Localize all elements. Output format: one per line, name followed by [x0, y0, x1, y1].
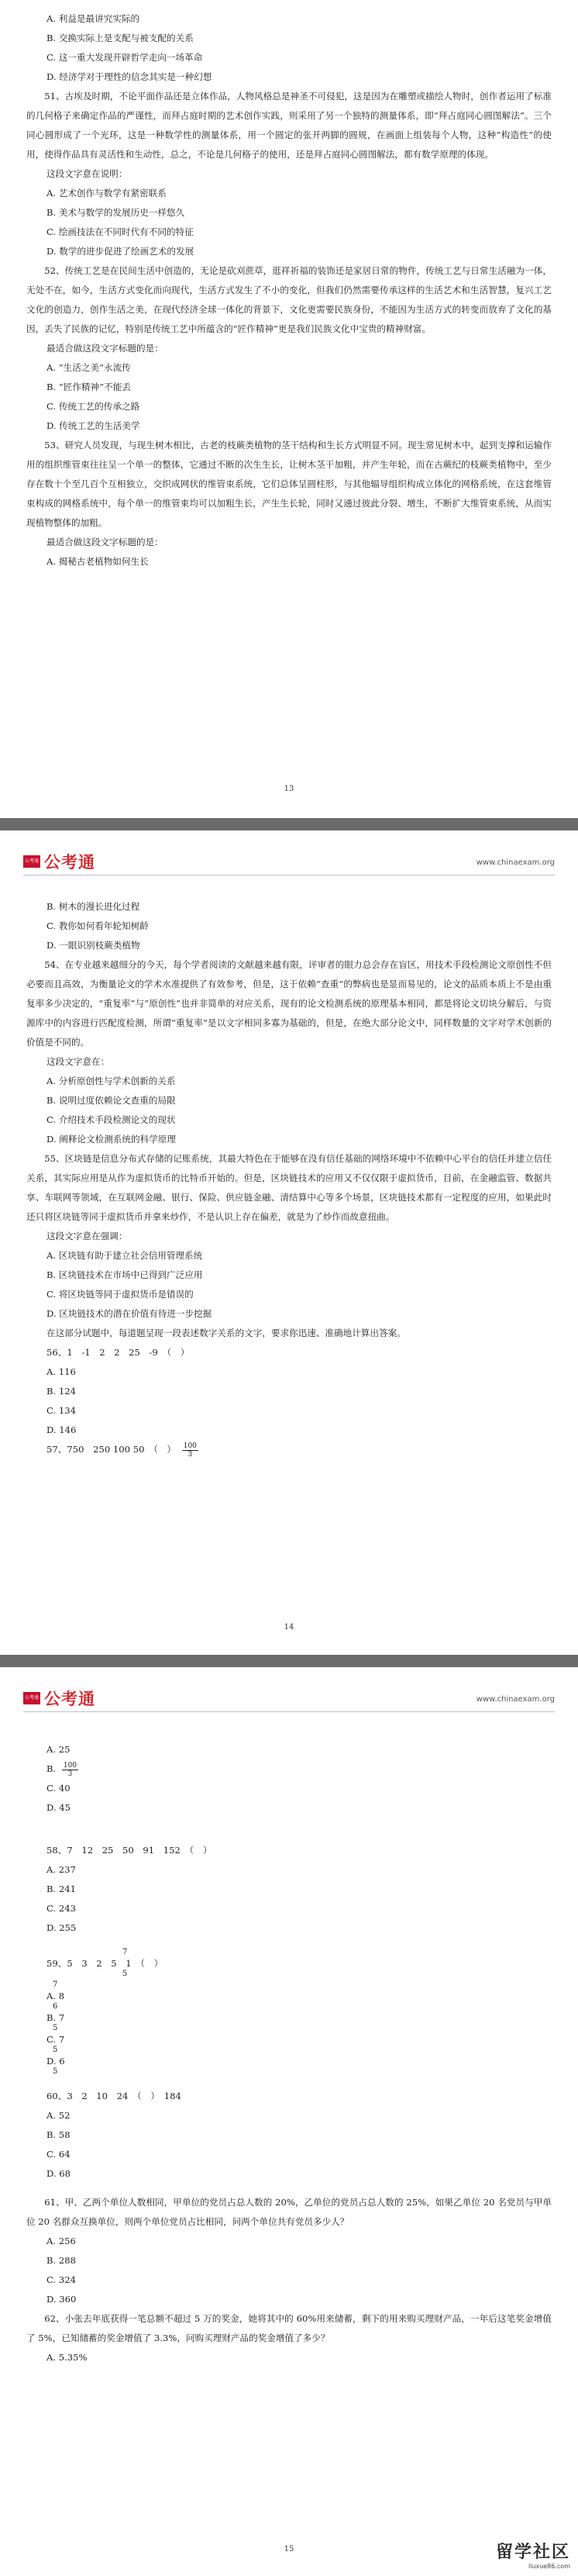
page-13 [0, 0, 578, 818]
question-57: 57、750 250 100 50 （ ） $\frac{100}{3}$ [46, 1442, 197, 1459]
option: D. 一眼识别枝蕨类植物 [46, 940, 140, 951]
option: C. 传统工艺的传承之路 [46, 401, 140, 412]
option: D. 经济学对于理性的信念其实是一种幻想 [46, 71, 212, 82]
option: C. 7 5 [46, 2034, 65, 2054]
header-divider [23, 1711, 555, 1712]
option: B. $\frac{100}{3}$ [46, 1761, 77, 1778]
option: B. 交换实际上是支配与被支配的关系 [46, 33, 194, 43]
question-paragraph: 52、传统工艺是在民间生活中创造的，无论是砍刈蔗草，逛祥祈福的装饰还是家居日常的物件，传统工艺与日常生活融为一体，无处不在，如今，生活方式变化而向现代，生活方式发生了不小的变化，但我们仍然需要传承这样的生活艺术和生活智慧，复兴工艺文化的创造力，创作生活之美，在现代经济全球一体化的背景下，文化更需要民族身份，不能因为生活方式的转变而放弃了文化的基因，丢失了民族的记忆，特别是传统工艺中所蕴含的“匠作精神”更是我们民族文化中宝贵的精神财富。 [26, 265, 552, 334]
question-paragraph: 54、在专业越来越细分的今天，每个学者阅读的文献越来越有限，评审者的眼力总会存在盲区，用技术手段检测论文原创性不但必要而且高效，为衡量论文的学术水准提供了有效参考，但是，这于依赖“查重”的弊病也是显而易见的，论文的品质本质上不是由重复率多少决定的，“重复率”与“原创性”也并非简单的对应关系，现有的论文检测系统的原理基本相同，都是将论文切块分解后，与资源库中的内容进行匹配度检测，所谓“重复率”是以文字相同多寡为基础的，但是，在绝大部分论文中，同样数量的文字对学术创新的价值是不同的。 [26, 959, 552, 1048]
site-url: www.chinaexam.org [476, 1695, 555, 1704]
option: C. 134 [46, 1405, 76, 1416]
option: A. 揭秘古老植物如何生长 [46, 556, 149, 567]
option: B. 区块链技术在市场中已得到广泛应用 [46, 1269, 203, 1280]
option: B. 7 5 [46, 2012, 65, 2032]
page-15 [0, 1667, 578, 2576]
question-59: 7 59、5 3 2 5 1 （ ） 5 [46, 1948, 163, 1978]
question-prompt: 最适合做这段文字标题的是： [46, 537, 163, 547]
fraction: $\frac{100}{3}$ [183, 1442, 197, 1459]
option: A. 艺术创作与数学有紧密联系 [46, 188, 167, 199]
option: B. 58 [46, 2129, 71, 2140]
option: D. 146 [46, 1424, 77, 1435]
page-14 [0, 830, 578, 1655]
question-58: 58、7 12 25 50 91 152 （ ） [46, 1845, 212, 1856]
fraction: $\frac{100}{3}$ [63, 1761, 77, 1778]
question-paragraph: 51、古埃及时期，不论平面作品还是立体作品，人物风格总是神圣不可侵犯，这是因为在雕塑或描绘人物时，创作者运用了标准的几何格子来确定作品的严谨性，而拜占庭时期的艺术创作实践，则采用了另一个独特的测量体系，即“拜占庭同心圆图解法”。三个同心圆形成了一个光环，这是一种数学性的测量体系，用一个圆定的张开两脚的圆规，在画面上组装每个人物，这种“构造性”的使用，使得作品具有灵活性和生动性，总之，不论是几何格子的使用，还是拜占庭同心圆图解法，都有数学原理的体现。 [26, 91, 552, 160]
question-prompt: 最适合做这段文字标题的是： [46, 343, 163, 354]
question-61: 61、甲、乙两个单位人数相同，甲单位的党员占总人数的 20%，乙单位的党员占总人数的 25%，如果乙单位 20 名党员与甲单位 20 名群众互换单位，则两个单位党员占比相同，问两个单位共有党员多少人？ [26, 2197, 552, 2227]
question-paragraph: 53、研究人员发现，与现生树木相比，古老的枝蕨类植物的茎干结构和生长方式明显不同。现生常见树木中，起到支撑和运输作用的组织维管束往往呈一个单一的整体，它通过不断的次生生长，让树木茎干加粗，并产生年轮，而在古蕨纪的枝蕨类植物中，至少存在数十个至几百个互相独立，交织成网状的维管束系统，它们总体呈圆柱形，与其他辐导组织构成立体化的网格系统，在这套维管束构成的网格系统中，每个单一的维管束均可以加粗生长，产生生长轮，同时又通过彼此分裂、增生，不断扩大维管束系统，从而实现植物整体的加粗。 [26, 440, 552, 528]
question-prompt: 这段文字意在强调： [46, 1231, 128, 1241]
page-15-content [26, 1740, 552, 2367]
option: B. “匠作精神”不能丢 [46, 382, 131, 392]
option: A. 分析原创性与学术创新的关系 [46, 1076, 176, 1086]
option: B. 美术与数学的发展历史一样悠久 [46, 207, 185, 218]
option: D. 255 [46, 1922, 77, 1933]
option: B. 288 [46, 2255, 77, 2266]
question-prompt: 56、1 -1 2 2 25 -9 （ ） [46, 1347, 190, 1358]
question-prompt: 这段文字意在说明： [46, 168, 128, 179]
option: 7 A. 8 6 [46, 1980, 65, 2011]
option: C. 绘画技法在不同时代有不同的特征 [46, 226, 194, 237]
option: C. 40 [46, 1783, 71, 1794]
option: A. 256 [46, 2236, 76, 2246]
option: C. 将区块链等同于虚拟货币是错误的 [46, 1289, 194, 1300]
option: C. 这一重大发现开辟哲学走向一场革命 [46, 52, 203, 63]
logo-text: 公考通 [44, 853, 95, 872]
site-url: www.chinaexam.org [476, 858, 555, 867]
option: A. 利益是最讲究实际的 [46, 13, 140, 24]
option: A. 237 [46, 1864, 76, 1875]
option: D. 数学的进步促进了绘画艺术的发展 [46, 246, 194, 257]
watermark: 留学社区 liuxue86.com [495, 2543, 570, 2570]
option: A. 52 [46, 2110, 71, 2121]
option: B. 树木的漫长进化过程 [46, 901, 140, 912]
logo-icon: 公考通 [23, 855, 40, 868]
question-prompt: 在这部分试题中，每道题呈现一段表述数字关系的文字，要求你迅速、准确地计算出答案。 [46, 1328, 406, 1338]
option: C. 教你如何看年轮知树龄 [46, 920, 149, 931]
option: A. “生活之美”永流传 [46, 362, 131, 373]
page-number: 14 [284, 1623, 294, 1632]
option: A. 25 [46, 1744, 71, 1755]
option: D. 6 5 [46, 2056, 65, 2076]
question-paragraph: 55、区块链是信息分布式存储的记账系统，其最大特色在于能够在没有信任基础的网络环境中不依赖中心平台的信任并建立信任关系，其实际应用是从作为虚拟货币的比特币开始的。但是，区块链技术的应用又不仅仅限于虚拟货币，目前，在金融监管、数据共享、车联网等领域，在互联网金融、银行、保险、供应链金融、清结算中心等多个场景，区块链技术都有一定程度的应用，如果此时还只将区块链等同于虚拟货币并拿来炒作，不是认识上存在偏差，就是为了炒作而故意扭曲。 [26, 1153, 552, 1222]
option: C. 介绍技术手段检测论文的现状 [46, 1114, 176, 1125]
logo-text: 公考通 [44, 1690, 95, 1708]
option: C. 243 [46, 1903, 76, 1914]
question-prompt: 这段文字意在： [46, 1056, 110, 1067]
page-header [23, 848, 555, 880]
option: D. 68 [46, 2168, 71, 2179]
option: D. 阐释论文检测系统的科学原理 [46, 1134, 176, 1145]
option: D. 区块链技术的潜在价值有待进一步挖掘 [46, 1308, 212, 1319]
option: C. 324 [46, 2274, 76, 2285]
question-60: 60、3 2 10 24 （ ） 184 [46, 2091, 181, 2101]
page-number: 13 [284, 785, 294, 793]
option: D. 传统工艺的生活美学 [46, 420, 140, 431]
page-14-content [26, 897, 552, 1459]
page-13-content [26, 9, 552, 571]
option: B. 124 [46, 1386, 77, 1397]
logo-icon: 公考通 [23, 1692, 40, 1704]
page-number: 15 [284, 2545, 294, 2554]
option: C. 64 [46, 2149, 71, 2160]
option: A. 5.35% [46, 2352, 88, 2363]
option: B. 说明过度依赖论文查重的局限 [46, 1095, 176, 1106]
option: A. 116 [46, 1366, 76, 1377]
option: D. 45 [46, 1802, 71, 1813]
option: D. 360 [46, 2294, 77, 2305]
page-header [23, 1684, 555, 1717]
option: A. 区块链有助于建立社会信用管理系统 [46, 1250, 203, 1261]
option: B. 241 [46, 1884, 77, 1894]
question-62: 62、小张去年底获得一笔总额不超过 5 万的奖金，她将其中的 60%用来储蓄，剩下的用来购买理财产品，一年后这笔奖金增值了 5%，已知储蓄的奖金增值了 3.3%，问购买理财产品的奖金增值了多少？ [26, 2313, 552, 2343]
